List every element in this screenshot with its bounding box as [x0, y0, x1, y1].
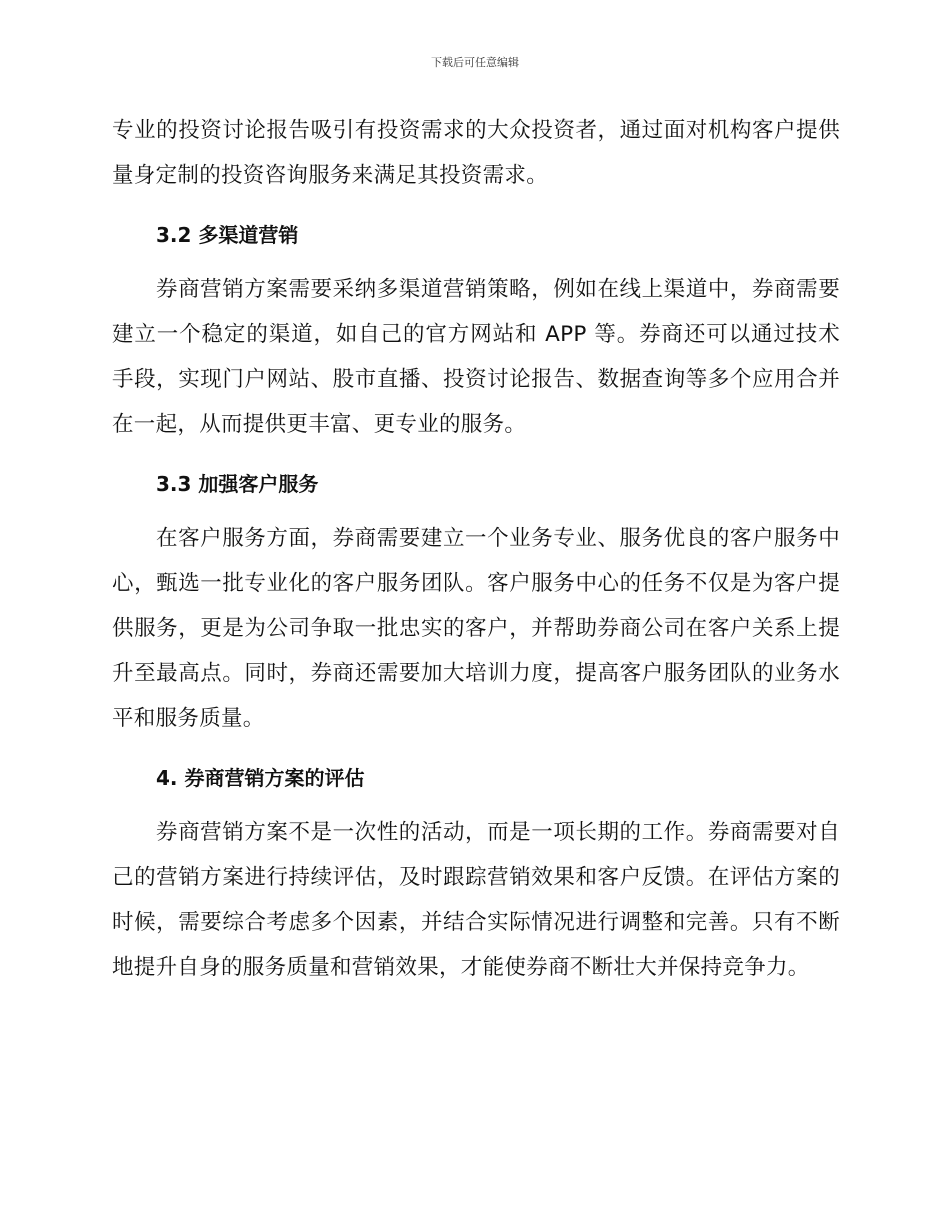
section-heading-3-3: 3.3 加强客户服务: [156, 472, 319, 496]
page-header: 下载后可任意编辑: [431, 56, 519, 69]
section-paragraph-3-2: 券商营销方案需要采纳多渠道营销策略，例如在线上渠道中，券商需要建立一个稳定的渠道，如自己的官方网站和 APP 等。券商还可以通过技术手段，实现门户网站、股市直播、投资讨论报告、数据查询等多个应用合并在一起，从而提供更丰富、更专业的服务。: [112, 277, 840, 437]
document-body: [112, 108, 840, 990]
section-paragraph-3-3: 在客户服务方面，券商需要建立一个业务专业、服务优良的客户服务中心，甄选一批专业化的客户服务团队。客户服务中心的任务不仅是为客户提供服务，更是为公司争取一批忠实的客户，并帮助券商公司在客户关系上提升至最高点。同时，券商还需要加大培训力度，提高客户服务团队的业务水平和服务质量。: [112, 526, 840, 731]
section-heading-3-2: 3.2 多渠道营销: [156, 223, 299, 247]
section-heading-4: 4. 券商营销方案的评估: [156, 766, 365, 790]
intro-paragraph: 专业的投资讨论报告吸引有投资需求的大众投资者，通过面对机构客户提供量身定制的投资咨询服务来满足其投资需求。: [112, 118, 840, 188]
section-paragraph-4: 券商营销方案不是一次性的活动，而是一项长期的工作。券商需要对自己的营销方案进行持续评估，及时跟踪营销效果和客户反馈。在评估方案的时候，需要综合考虑多个因素，并结合实际情况进行调整和完善。只有不断地提升自身的服务质量和营销效果，才能使券商不断壮大并保持竞争力。: [112, 820, 840, 980]
